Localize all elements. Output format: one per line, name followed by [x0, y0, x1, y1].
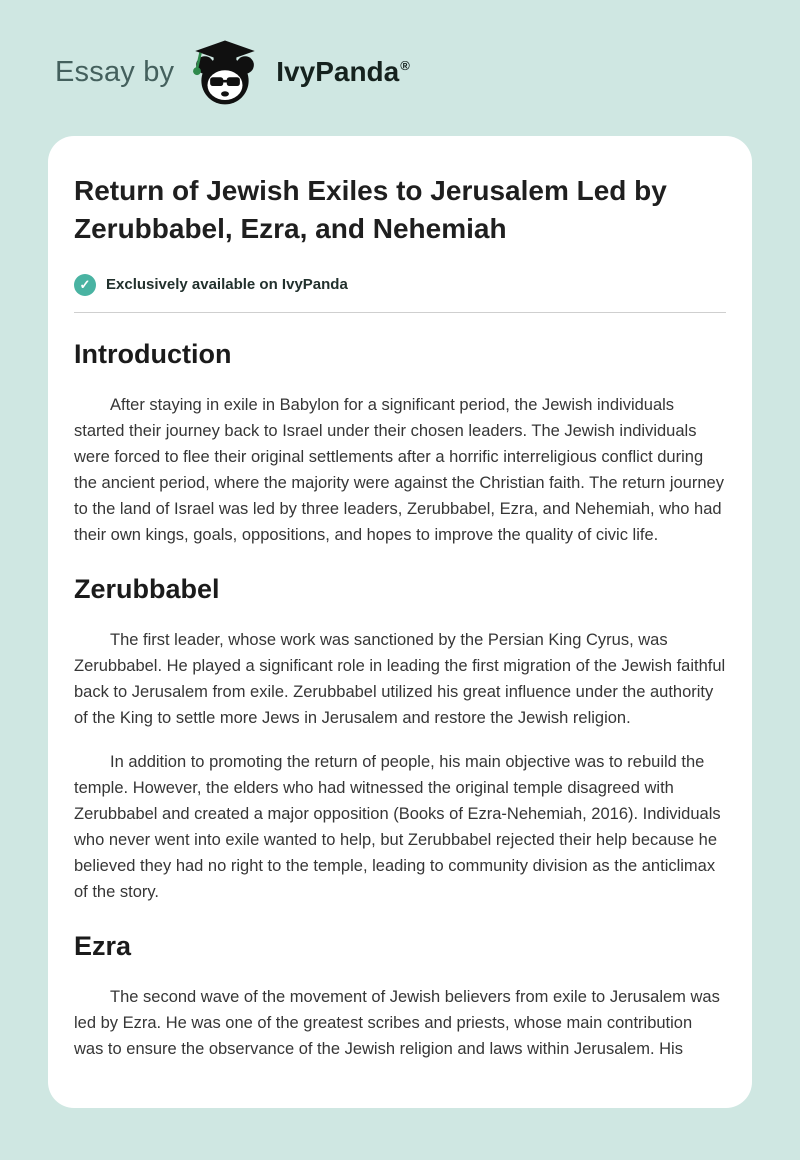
divider	[74, 312, 726, 313]
check-icon: ✓	[74, 274, 96, 296]
section-heading: Ezra	[74, 930, 132, 961]
essay-by-label: Essay by	[55, 55, 175, 88]
section-heading: Introduction	[74, 338, 232, 369]
registered-mark: ®	[400, 58, 410, 73]
panda-graduate-icon	[188, 37, 262, 107]
section-ezra	[74, 931, 726, 1062]
ivypanda-logo[interactable]	[188, 37, 262, 107]
brand-name[interactable]	[276, 56, 410, 88]
availability-badge	[74, 274, 726, 296]
section-heading: Zerubbabel	[74, 573, 220, 604]
paragraph: The first leader, whose work was sanctioned by the Persian King Cyrus, was Zerubbabel. He played a significant role in leading the first migration of the Jewish faithful back to Jerusalem from exile. Zerubbabel utilized his great influence under the authority of the King to settle more Jews in Jerusalem and restore the Jewish religion.	[74, 630, 726, 727]
site-header	[0, 0, 800, 110]
paragraph: The second wave of the movement of Jewish believers from exile to Jerusalem was led by Ezra. He was one of the greatest scribes and priests, whose main contribution was to ensure the observance of the Jewish religion and laws within Jerusalem. His	[74, 987, 720, 1058]
essay-card	[48, 136, 752, 1108]
section-introduction	[74, 339, 726, 548]
brand-text: IvyPanda	[276, 56, 400, 87]
paragraph: In addition to promoting the return of people, his main objective was to rebuild the temple. However, the elders who had witnessed the original temple disagreed with Zerubbabel and created a major opposition (Books of Ezra-Nehemiah, 2016). Individuals who never went into exile wanted to help, but Zerubbabel rejected their help because he believed they had no right to the temple, leading to community division as the anticlimax of the story.	[74, 752, 721, 901]
page-title: Return of Jewish Exiles to Jerusalem Led by Zerubbabel, Ezra, and Nehemiah	[74, 175, 667, 244]
paragraph: After staying in exile in Babylon for a significant period, the Jewish individuals started their journey back to Israel under their chosen leaders. The Jewish individuals were forced to flee their original settlements after a horrific interreligious conflict during the ancient period, where the majority were against the Christian faith. The return journey to the land of Israel was led by three leaders, Zerubbabel, Ezra, and Nehemiah, who had their own kings, goals, oppositions, and hopes to improve the quality of civic life.	[74, 395, 724, 544]
section-zerubbabel	[74, 574, 726, 905]
availability-badge-label: Exclusively available on IvyPanda	[106, 276, 348, 294]
